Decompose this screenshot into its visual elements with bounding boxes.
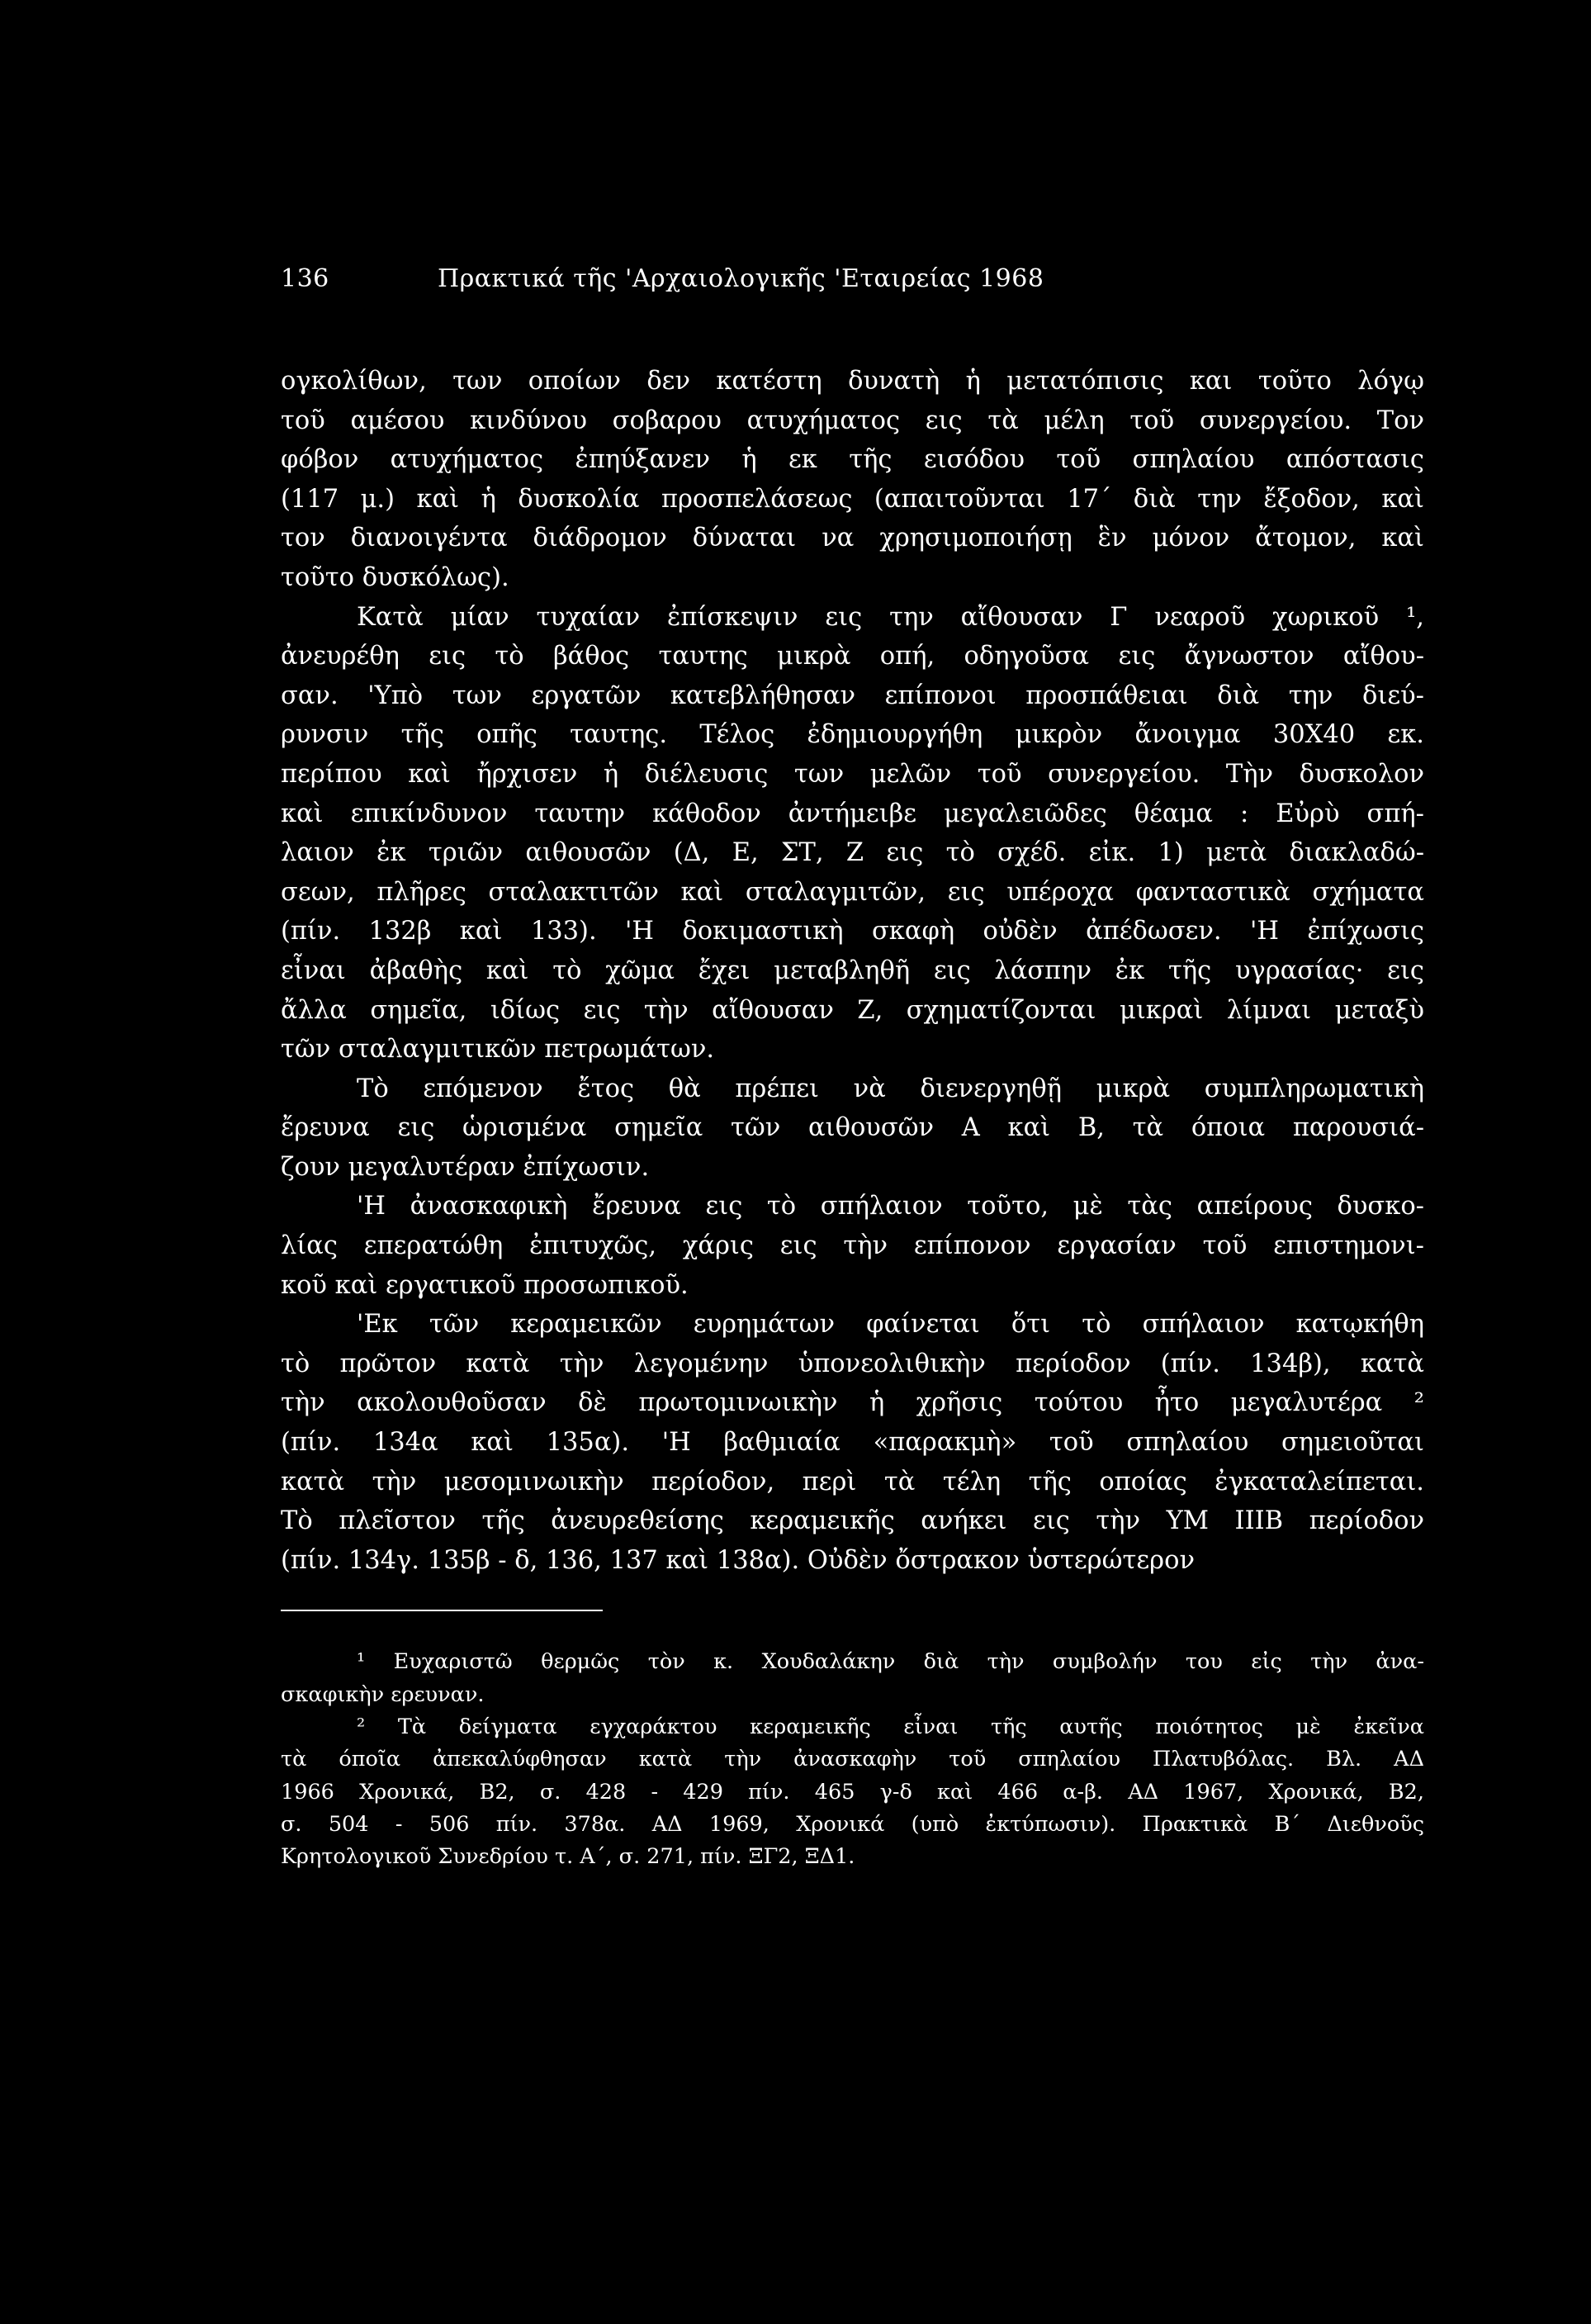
text-line: Κατὰ μίαν τυχαίαν ἐπίσκεψιν εις την αἴθουσαν Γ νεαροῦ χωρικοῦ ¹, (357, 602, 1424, 632)
text-line: 'Εκ τῶν κεραμεικῶν ευρημάτων φαίνεται ὅτι τὸ σπήλαιον κατῳκήθη (357, 1310, 1424, 1340)
text-line: τοῦ αμέσου κινδύνου σοβαρου ατυχήματος εις τὰ μέλη τοῦ συνεργείου. Τον (281, 406, 1424, 435)
footnote (281, 1646, 1424, 1711)
text-line: τὴν ακολουθοῦσαν δὲ πρωτομινωικὴν ἡ χρῆσις τούτου ἦτο μεγαλυτέρα ² (281, 1388, 1424, 1418)
text-line: λαιον ἐκ τριῶν αιθουσῶν (Δ, Ε, ΣΤ, Ζ εις τὸ σχέδ. εἰκ. 1) μετὰ διακλαδώ- (281, 838, 1424, 868)
text-line: περίπου καὶ ἤρχισεν ἡ διέλευσις των μελῶν τοῦ συνεργείου. Τὴν δυσκολον (281, 759, 1424, 789)
text-line: τοῦτο δυσκόλως). (281, 562, 509, 592)
text-line: κατὰ τὴν μεσομινωικὴν περίοδον, περὶ τὰ τέλη τῆς οποίας ἐγκαταλείπεται. (281, 1467, 1424, 1496)
footnote-line: τὰ όποῖα ἀπεκαλύφθησαν κατὰ τὴν ἀνασκαφὴν τοῦ σπηλαίου Πλατυβόλας. Βλ. ΑΔ (281, 1747, 1424, 1772)
text-line: σαν. 'Υπὸ των εργατῶν κατεβλήθησαν επίπονοι προσπάθειαι διὰ την διεύ- (281, 681, 1424, 710)
text-line: (117 μ.) καὶ ἡ δυσκολία προσπελάσεως (απαιτοῦνται 17΄ διὰ την ἔξοδον, καὶ (281, 484, 1424, 514)
footnote-line: 1966 Χρονικά, Β2, σ. 428 - 429 πίν. 465 γ-δ καὶ 466 α-β. ΑΔ 1967, Χρονικά, Β2, (281, 1779, 1424, 1805)
text-line: φόβον ατυχήματος ἐπηύξανεν ἡ εκ τῆς εισόδου τοῦ σπηλαίου απόστασις (281, 445, 1424, 475)
text-line: ἄλλα σημεῖα, ιδίως εις τὴν αἴθουσαν Ζ, σχηματίζονται μικραὶ λίμναι μεταξὺ (281, 995, 1424, 1025)
footnote (281, 1711, 1424, 1873)
paragraph (281, 1305, 1424, 1580)
footnote-line: Κρητολογικοῦ Συνεδρίου τ. Α΄, σ. 271, πίν. ΞΓ2, ΞΔ1. (281, 1844, 855, 1870)
footnote-divider (281, 1610, 603, 1611)
text-line: ἀνευρέθη εις τὸ βάθος ταυτης μικρὰ οπή, οδηγοῦσα εις ἄγνωστον αἴθου- (281, 642, 1424, 671)
text-line: (πίν. 134α καὶ 135α). 'Η βαθμιαία «παρακμὴ» τοῦ σπηλαίου σημειοῦται (281, 1428, 1424, 1458)
text-line: εἶναι ἀβαθὴς καὶ τὸ χῶμα ἔχει μεταβληθῆ εις λάσπην ἐκ τῆς υγρασίας· εις (281, 956, 1424, 985)
text-line: Τὸ πλεῖστον τῆς ἀνευρεθείσης κεραμεικῆς ανήκει εις τὴν ΥΜ ΙΙΙΒ περίοδον (281, 1506, 1424, 1536)
running-head (281, 263, 1424, 296)
page (281, 263, 1424, 1873)
text-line: τον διανοιγέντα διάδρομον δύναται να χρησιμοποιήσῃ ἓν μόνον ἄτομον, καὶ (281, 524, 1424, 553)
text-line: λίας επερατώθη ἐπιτυχῶς, χάρις εις τὴν επίπονον εργασίαν τοῦ επιστημονι- (281, 1231, 1424, 1261)
paragraph (281, 598, 1424, 1070)
text-line: (πίν. 132β καὶ 133). 'Η δοκιμαστικὴ σκαφὴ οὐδὲν ἀπέδωσεν. 'Η ἐπίχωσις (281, 917, 1424, 946)
text-line: τῶν σταλαγμιτικῶν πετρωμάτων. (281, 1035, 715, 1065)
running-title: Πρακτικά τῆς 'Αρχαιολογικῆς 'Εταιρείας 1968 (438, 264, 1044, 293)
text-line: 'Η ἀνασκαφικὴ ἔρευνα εις τὸ σπήλαιον τοῦτο, μὲ τὰς απείρους δυσκο- (357, 1192, 1424, 1221)
text-line: ογκολίθων, των οποίων δεν κατέστη δυνατὴ ἡ μετατόπισις και τοῦτο λόγῳ (281, 367, 1424, 396)
footnotes (281, 1646, 1424, 1873)
text-line: τὸ πρῶτον κατὰ τὴν λεγομένην ὑπονεολιθικὴν περίοδον (πίν. 134β), κατὰ (281, 1349, 1424, 1378)
page-number: 136 (281, 264, 329, 293)
text-line: (πίν. 134γ. 135β - δ, 136, 137 καὶ 138α). Οὐδὲν ὄστρακον ὑστερώτερον (281, 1545, 1195, 1575)
text-line: ρυνσιν τῆς οπῆς ταυτης. Τέλος ἐδημιουργήθη μικρὸν ἄνοιγμα 30Χ40 εκ. (281, 720, 1424, 750)
paragraph (281, 1187, 1424, 1305)
text-line: κοῦ καὶ εργατικοῦ προσωπικοῦ. (281, 1270, 689, 1300)
body-text (281, 362, 1424, 1580)
paragraph (281, 1070, 1424, 1188)
text-line: καὶ επικίνδυνον ταυτην κάθοδον ἀντήμειβε μεγαλειῶδες θέαμα : Εὐρὺ σπή- (281, 799, 1424, 828)
footnote-line: σκαφικὴν ερευναν. (281, 1681, 485, 1707)
text-line: ἔρευνα εις ὡρισμένα σημεῖα τῶν αιθουσῶν Α καὶ Β, τὰ όποια παρουσιά- (281, 1113, 1424, 1143)
text-line: σεων, πλῆρες σταλακτιτῶν καὶ σταλαγμιτῶν, εις υπέροχα φανταστικὰ σχήματα (281, 877, 1424, 907)
paragraph (281, 362, 1424, 598)
footnote-line: ¹ Ευχαριστῶ θερμῶς τὸν κ. Χουδαλάκην διὰ τὴν συμβολήν του εἰς τὴν ἀνα- (357, 1649, 1424, 1675)
text-line: ζουν μεγαλυτέραν ἐπίχωσιν. (281, 1152, 650, 1182)
footnote-line: ² Τὰ δείγματα εγχαράκτου κεραμεικῆς εἶναι τῆς αυτῆς ποιότητος μὲ ἐκεῖνα (357, 1715, 1424, 1739)
text-line: Τὸ επόμενον ἔτος θὰ πρέπει νὰ διενεργηθῇ μικρὰ συμπληρωματικὴ (357, 1074, 1424, 1103)
footnote-line: σ. 504 - 506 πίν. 378α. ΑΔ 1969, Χρονικά (υπὸ ἐκτύπωσιν). Πρακτικὰ Β΄ Διεθνοῦς (281, 1811, 1424, 1837)
